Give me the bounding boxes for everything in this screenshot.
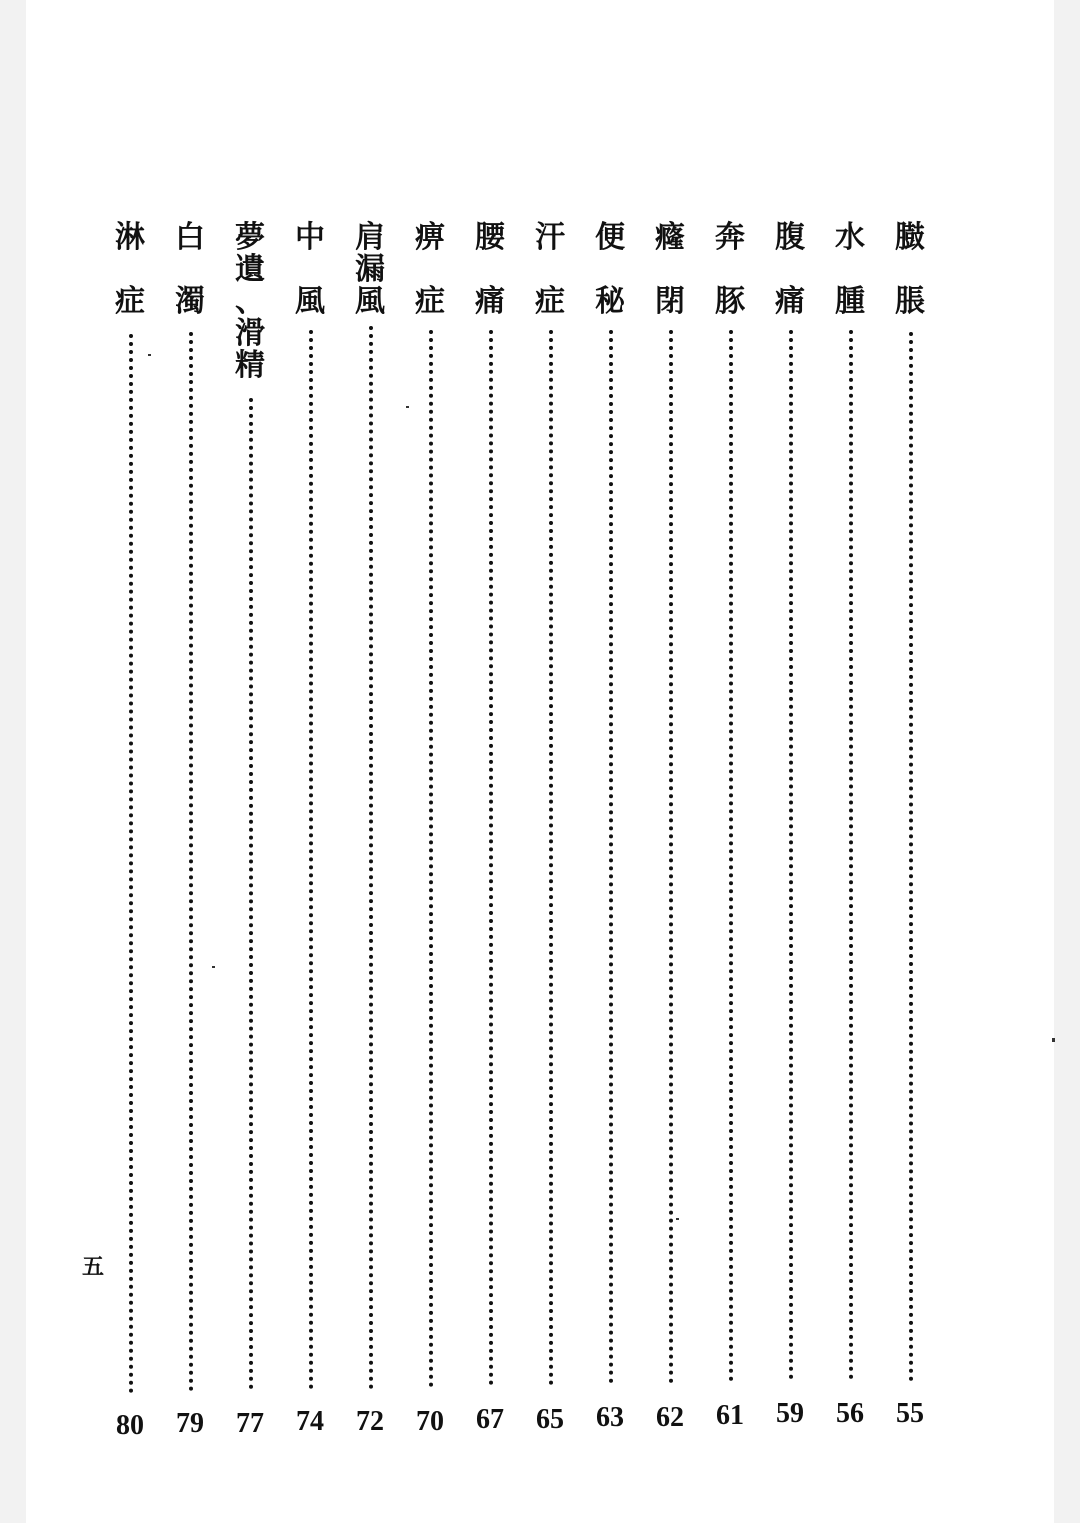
entry-title [890, 222, 930, 350]
dot-leader [609, 330, 613, 1384]
title-character: 痛 [775, 284, 805, 319]
title-character: 遺 [235, 252, 265, 287]
title-character: 痛 [475, 284, 505, 319]
title-character: 濁 [175, 284, 205, 319]
page-number: 70 [416, 1406, 444, 1437]
title-character: 水 [835, 220, 865, 255]
entry-title [170, 222, 210, 350]
title-character: 漏 [355, 252, 385, 287]
toc-entry [170, 222, 210, 1442]
scan-speck [212, 966, 215, 968]
dot-leader [789, 330, 793, 1380]
scan-speck [1052, 1038, 1055, 1042]
page-number: 77 [236, 1408, 264, 1439]
page-number: 59 [776, 1398, 804, 1429]
toc-entry [710, 222, 750, 1442]
toc-entry [770, 222, 810, 1442]
page-number: 62 [656, 1402, 684, 1433]
toc-entry [230, 222, 270, 1442]
entry-title [350, 222, 390, 318]
title-character: 痹 [415, 220, 445, 255]
scan-speck [148, 354, 151, 356]
page-number: 56 [836, 1398, 864, 1429]
page-number: 65 [536, 1404, 564, 1435]
page-number: 63 [596, 1402, 624, 1433]
page-number: 74 [296, 1406, 324, 1437]
title-character: 腹 [775, 220, 805, 255]
title-character: 風 [355, 284, 385, 319]
title-character: 奔 [715, 220, 745, 255]
title-character: 臌 [895, 220, 925, 255]
toc-entry [110, 222, 150, 1442]
toc-entry [590, 222, 630, 1442]
page-number: 79 [176, 1408, 204, 1439]
dot-leader [549, 330, 553, 1386]
title-character: 風 [295, 284, 325, 319]
toc-entry [530, 222, 570, 1442]
page-number: 67 [476, 1404, 504, 1435]
dot-leader [369, 326, 373, 1390]
title-character: 腫 [835, 284, 865, 319]
folio-number: 五 [82, 1254, 105, 1280]
dot-leader [909, 332, 913, 1382]
title-character: 脹 [895, 284, 925, 319]
toc-entry [830, 222, 870, 1442]
title-character: 淋 [115, 220, 145, 255]
document-page [26, 0, 1054, 1523]
title-character: 症 [115, 284, 145, 319]
title-character: 豚 [715, 284, 745, 319]
toc-entry [350, 222, 390, 1442]
title-character: 肩 [355, 220, 385, 255]
page-number: 61 [716, 1400, 744, 1431]
title-character: 中 [295, 220, 325, 255]
title-character: 閉 [655, 284, 685, 319]
page-number: 55 [896, 1398, 924, 1429]
scan-speck [406, 406, 409, 408]
entry-title [110, 222, 150, 350]
title-character: 秘 [595, 284, 625, 319]
scan-speck [676, 1218, 679, 1220]
page-number: 72 [356, 1406, 384, 1437]
title-character: 白 [175, 220, 205, 255]
title-character: 、 [235, 284, 265, 319]
dot-leader [849, 330, 853, 1380]
title-character: 精 [235, 348, 265, 383]
toc-entry [470, 222, 510, 1442]
title-character: 汗 [535, 220, 565, 255]
toc-entry [650, 222, 690, 1442]
dot-leader [309, 330, 313, 1390]
title-character: 滑 [235, 316, 265, 351]
dot-leader [129, 334, 133, 1394]
dot-leader [729, 330, 733, 1382]
title-character: 癃 [655, 220, 685, 255]
title-character: 腰 [475, 220, 505, 255]
toc-entry [290, 222, 330, 1442]
title-character: 症 [535, 284, 565, 319]
toc-entry [410, 222, 450, 1442]
entry-title [230, 222, 270, 382]
dot-leader [429, 330, 433, 1388]
toc-entry [890, 222, 930, 1442]
dot-leader [249, 398, 253, 1390]
dot-leader [669, 330, 673, 1384]
page-number: 80 [116, 1410, 144, 1441]
dot-leader [189, 332, 193, 1392]
title-character: 便 [595, 220, 625, 255]
title-character: 症 [415, 284, 445, 319]
title-character: 夢 [235, 220, 265, 255]
dot-leader [489, 330, 493, 1386]
